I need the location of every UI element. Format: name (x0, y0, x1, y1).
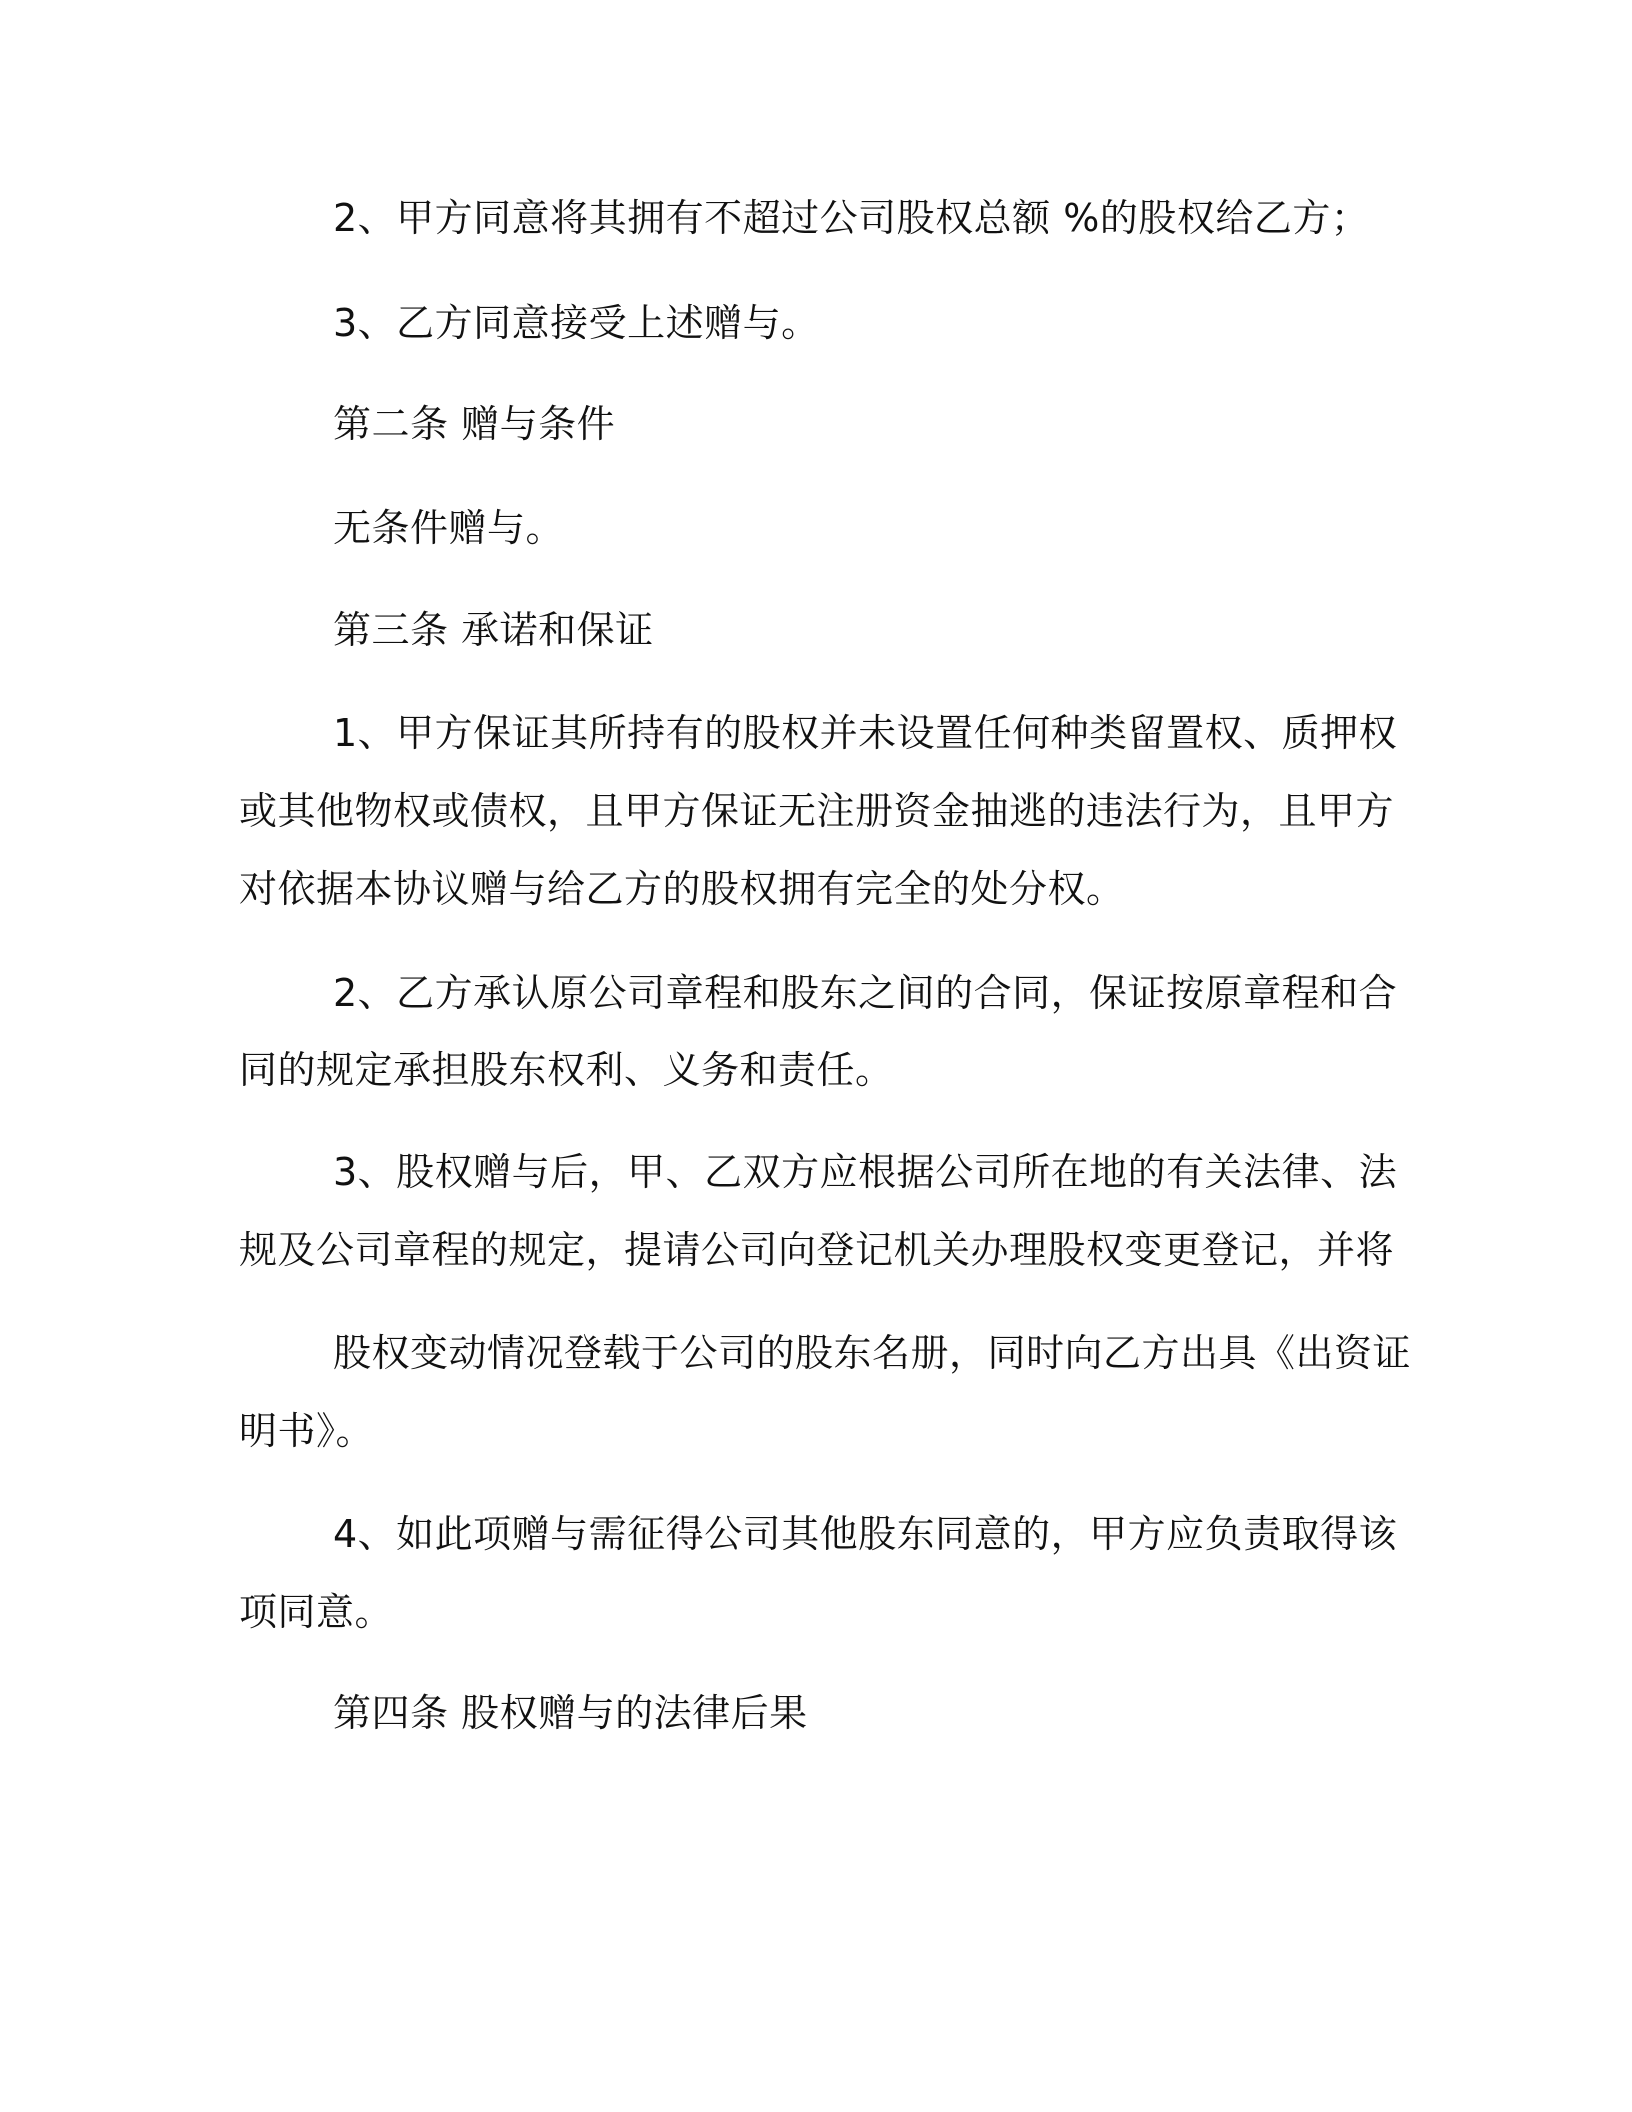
article-3-item-3-line-2: 规及公司章程的规定，提请公司向登记机关办理股权变更登记，并将 (239, 1228, 1395, 1272)
article-3-item-1-line-1: 1、甲方保证其所持有的股权并未设置任何种类留置权、质押权 (333, 711, 1398, 755)
article-4-heading: 第四条 股权赠与的法律后果 (333, 1691, 808, 1735)
article-3-item-1-line-2: 或其他物权或债权，且甲方保证无注册资金抽逃的违法行为，且甲方 (239, 789, 1395, 833)
article-3-item-3-line-1: 3、股权赠与后，甲、乙双方应根据公司所在地的有关法律、法 (333, 1150, 1398, 1194)
article-2-body: 无条件赠与。 (333, 506, 565, 550)
article-3-item-3-line-4: 明书》。 (239, 1409, 375, 1453)
article-3-item-4-line-2: 项同意。 (239, 1590, 394, 1634)
clause-1-item-2: 2、甲方同意将其拥有不超过公司股权总额 %的股权给乙方； (333, 196, 1370, 240)
article-3-item-4-line-1: 4、如此项赠与需征得公司其他股东同意的，甲方应负责取得该 (333, 1512, 1398, 1556)
article-3-item-2-line-2: 同的规定承担股东权利、义务和责任。 (239, 1048, 894, 1092)
clause-1-item-3: 3、乙方同意接受上述赠与。 (333, 301, 820, 345)
article-2-heading: 第二条 赠与条件 (333, 402, 616, 446)
article-3-item-2-line-1: 2、乙方承认原公司章程和股东之间的合同，保证按原章程和合 (333, 971, 1398, 1015)
article-3-item-3-line-3: 股权变动情况登载于公司的股东名册，同时向乙方出具《出资证 (333, 1331, 1412, 1375)
article-3-heading: 第三条 承诺和保证 (333, 608, 654, 652)
article-3-item-1-line-3: 对依据本协议赠与给乙方的股权拥有完全的处分权。 (239, 867, 1125, 911)
